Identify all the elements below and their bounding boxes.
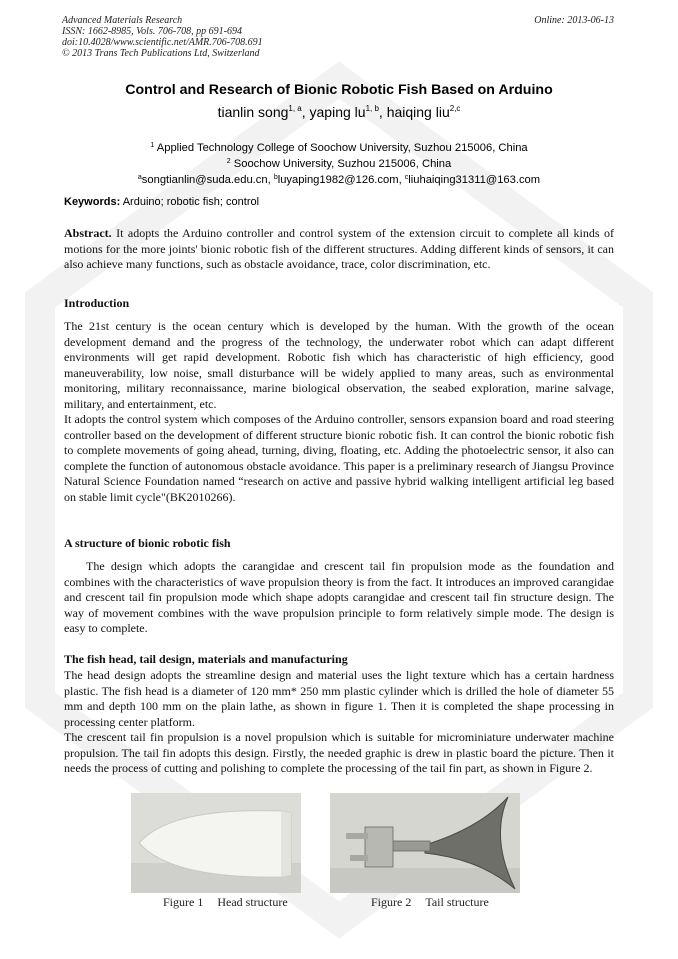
keywords-text: Arduino; robotic fish; control	[122, 196, 260, 208]
email-line: $^a$songtianlin@suda.edu.cn, $^b$luyaping1982@126.com, $^c$liuhaiqing31311@163.com	[137, 174, 541, 186]
figure-label: Figure 2	[371, 895, 412, 909]
abstract-text: It adopts the Arduino controller and control system of the extension circuit to complete all kinds of motions for the more joints' bionic robotic fish of the different structures. Adding different kinds of sensors, it can also achieve many functions, such as obstacle avoidance, trace, color discrimination, etc.	[64, 226, 615, 271]
paragraph: The crescent tail fin propulsion is a novel propulsion which is suitable for microminiature underwater machine propulsion. The tail fin adopts this design. Firstly, the needed graphic is drew in plastic board the picture. Then it needs the process of cutting and polishing to complete the processing of the tail fin part, as shown in Figure 2.	[64, 730, 614, 775]
figure-label: Figure 1	[163, 895, 204, 909]
section-heading-structure: A structure of bionic robotic fish	[64, 536, 231, 550]
introduction-body	[64, 319, 614, 505]
section-heading-fish-head: The fish head, tail design, materials and manufacturing	[64, 652, 348, 666]
author-affiliation-mark: 1, b	[365, 104, 379, 113]
email-mark: a	[137, 174, 142, 181]
email-mark: b	[273, 174, 278, 181]
figure-caption-text: Head structure	[217, 895, 288, 909]
figure-2-caption	[371, 895, 489, 910]
figure-caption-text: Tail structure	[425, 895, 489, 909]
paragraph: The design which adopts the carangidae and crescent tail fin propulsion mode as the foundation and combines with the characteristics of wave propulsion theory is from the fact. It introduces an improved carangidae and crescent tail fin propulsion mode which shape adopts carangidae and crescent tail fin structure design. The way of movement combines with the wave propulsion principle to form relatively simple mode. The design is easy to complete.	[64, 559, 614, 635]
affiliations	[0, 139, 678, 187]
author-name: tianlin song	[217, 104, 289, 120]
author-affiliation-mark: 2,c	[449, 104, 461, 113]
affiliation-mark: 2	[226, 158, 231, 165]
affiliation-text: Applied Technology College of Soochow University, Suzhou 215006, China	[156, 142, 528, 154]
author-name: haiqing liu	[386, 104, 450, 120]
online-date: Online: 2013-06-13	[534, 15, 614, 26]
fish-head-body	[64, 668, 614, 777]
author-list: tianlin song$^{1, a}$, yaping lu$^{1, b}$, haiqing liu$^{2,c}$	[217, 104, 461, 120]
email-address[interactable]: liuhaiqing31311@163.com	[408, 174, 541, 186]
figure-1-head-structure-image	[131, 793, 301, 893]
affiliation-text: Soochow University, Suzhou 215006, China	[233, 158, 452, 170]
journal-header	[62, 15, 462, 59]
abstract-label: Abstract.	[64, 226, 112, 240]
structure-body	[64, 559, 614, 637]
paragraph: It adopts the control system which composes of the Arduino controller, sensors expansion board and road steering controller based on the development of different structure bionic robotic fish. It can control the bionic robotic fish to complete movements of going ahead, turning, diving, floating, etc. Adding the photoelectric sensor, it also can complete the function of autonomous obstacle avoidance. This paper is a preliminary research of Jiangsu Province Natural Science Foundation named “research on active and passive hybrid walking intelligent artificial leg based on stable limit cycle"(BK2010266).	[64, 412, 614, 504]
section-heading-introduction: Introduction	[64, 296, 130, 310]
paper-title: Control and Research of Bionic Robotic Fish Based on Arduino	[125, 82, 553, 98]
keywords-label: Keywords:	[64, 196, 121, 208]
abstract	[64, 226, 614, 273]
affiliation-line	[0, 155, 678, 171]
affiliation-mark: 1	[150, 142, 155, 149]
journal-doi[interactable]: doi:10.4028/www.scientific.net/AMR.706-708.691	[62, 37, 263, 48]
journal-issn: ISSN: 1662-8985, Vols. 706-708, pp 691-694	[62, 26, 242, 37]
author-name: yaping lu	[309, 104, 366, 120]
email-mark: c	[404, 174, 409, 181]
journal-name: Advanced Materials Research	[62, 15, 183, 26]
paragraph: The 21st century is the ocean century which is developed by the human. With the growth of the ocean development demand and the progress of the technology, the underwater robot which can adapt different environments will get rapid development. Robotic fish which has characteristic of high efficiency, good maneuverability, low noise, small disturbance will be widely applied to many areas, such as environmental monitoring, military reconnaissance, marine biological observation, the seabed exploration, marine salvage, military, and entertainment, etc.	[64, 319, 614, 411]
affiliation-line	[0, 139, 678, 155]
email-address[interactable]: luyaping1982@126.com	[277, 174, 399, 186]
keywords	[64, 196, 259, 208]
figure-1-caption	[163, 895, 288, 910]
author-affiliation-mark: 1, a	[288, 104, 302, 113]
paragraph: The head design adopts the streamline design and material uses the light texture which has a certain hardness plastic. The fish head is a diameter of 120 mm* 250 mm plastic cylinder which is drilled the hole of diameter 55 mm and depth 100 mm on the plain lathe, as shown in figure 1. Then it is completed the shape processing in processing center platform.	[64, 668, 614, 729]
email-address[interactable]: songtianlin@suda.edu.cn	[141, 174, 268, 186]
figure-2-tail-structure-image	[330, 793, 520, 893]
journal-copyright: © 2013 Trans Tech Publications Ltd, Switzerland	[62, 48, 260, 59]
